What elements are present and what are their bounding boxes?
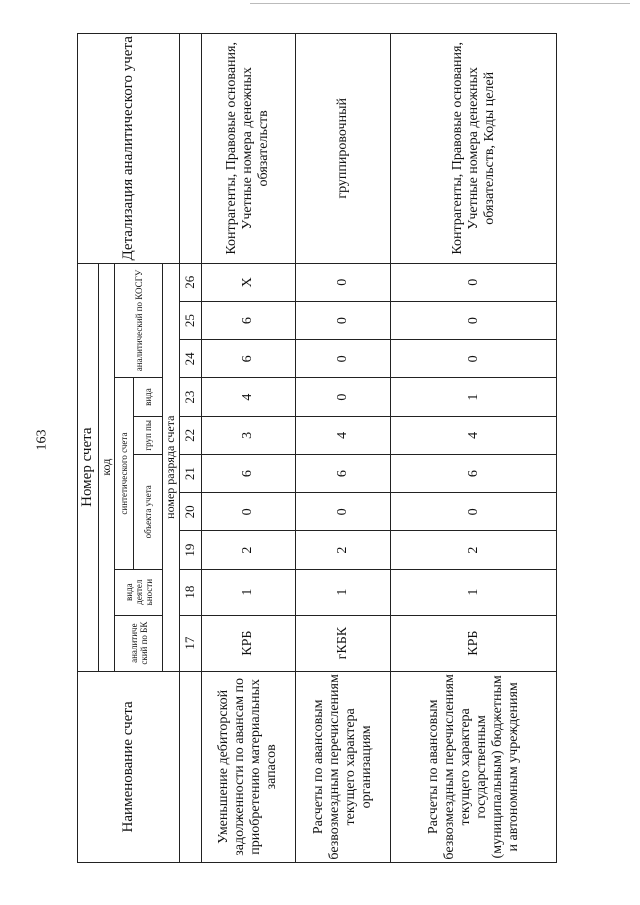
header-analytic-bk: аналитиче ский по БК (115, 615, 163, 671)
row-cell: КРБ (391, 615, 557, 671)
header-kind: вида (133, 378, 162, 416)
digit-number-cell: 24 (179, 340, 202, 378)
digit-number-cell: 21 (179, 454, 202, 492)
row-detail: группировочный (295, 34, 390, 264)
row-detail: Контрагенты, Правовые основания, Учетные номера денежных обязательств, Коды целей (391, 34, 557, 264)
row-cell: 1 (391, 378, 557, 416)
scan-artifact-line (250, 3, 630, 4)
digit-number-cell: 19 (179, 531, 202, 569)
row-cell: 2 (202, 531, 295, 569)
row-cell: 0 (391, 340, 557, 378)
header-analytic-kosgu: аналитический по КОСГУ (115, 263, 163, 378)
row-cell: 0 (295, 340, 390, 378)
row-cell: 2 (295, 531, 390, 569)
rotated-page (77, 33, 557, 863)
header-digit-number: номер разряда счета (162, 263, 179, 671)
header-synthetic: синтетического счета (115, 378, 134, 569)
row-cell: 0 (295, 263, 390, 301)
row-cell: 1 (295, 569, 390, 615)
row-cell: 0 (391, 263, 557, 301)
table-row (391, 34, 557, 863)
row-cell: 1 (202, 569, 295, 615)
row-cell: 0 (391, 493, 557, 531)
header-detail: Детализация аналитического учета (78, 34, 180, 264)
digit-number-cell: 26 (179, 263, 202, 301)
row-cell: 4 (295, 416, 390, 454)
digit-number-cell: 18 (179, 569, 202, 615)
header-code: код (98, 263, 115, 671)
row-detail: Контрагенты, Правовые основания, Учетные номера денежных обязательств (202, 34, 295, 264)
digit-number-cell: 25 (179, 301, 202, 339)
header-group: груп пы (133, 416, 162, 454)
row-cell: 6 (202, 454, 295, 492)
row-cell: 0 (391, 301, 557, 339)
row-cell: 6 (391, 454, 557, 492)
row-cell: гКБК (295, 615, 390, 671)
row-cell: 0 (295, 493, 390, 531)
digit-spacer-left (179, 671, 202, 862)
digit-number-cell: 17 (179, 615, 202, 671)
row-cell: Х (202, 263, 295, 301)
table-row (295, 34, 390, 863)
row-cell: 4 (391, 416, 557, 454)
row-cell: 0 (295, 378, 390, 416)
row-cell: 3 (202, 416, 295, 454)
header-name: Наименование счета (78, 671, 180, 862)
row-cell: 6 (202, 340, 295, 378)
row-name: Расчеты по авансовым безвозмездным перечислениям текущего характера государственным (муниципальным) бюджетным и автономным учреждениям (391, 671, 557, 862)
page-number: 163 (34, 429, 50, 451)
row-cell: 1 (391, 569, 557, 615)
row-name: Расчеты по авансовым безвозмездным перечислениям текущего характера организациям (295, 671, 390, 862)
digit-number-cell: 20 (179, 493, 202, 531)
table-row (202, 34, 295, 863)
row-cell: 4 (202, 378, 295, 416)
row-cell: 6 (295, 454, 390, 492)
row-cell: 0 (295, 301, 390, 339)
header-account-object: объекта учета (133, 454, 162, 569)
account-table (77, 33, 557, 863)
row-name: Уменьшение дебиторской задолженности по авансам по приобретению материальных запасов (202, 671, 295, 862)
digit-number-cell: 23 (179, 378, 202, 416)
digit-number-cell: 22 (179, 416, 202, 454)
row-cell: 2 (391, 531, 557, 569)
row-cell: 0 (202, 493, 295, 531)
digit-spacer-right (179, 34, 202, 264)
header-activity-type: вида деятел ьности (115, 569, 163, 615)
row-cell: 6 (202, 301, 295, 339)
row-cell: КРБ (202, 615, 295, 671)
header-account-number: Номер счета (78, 263, 99, 671)
